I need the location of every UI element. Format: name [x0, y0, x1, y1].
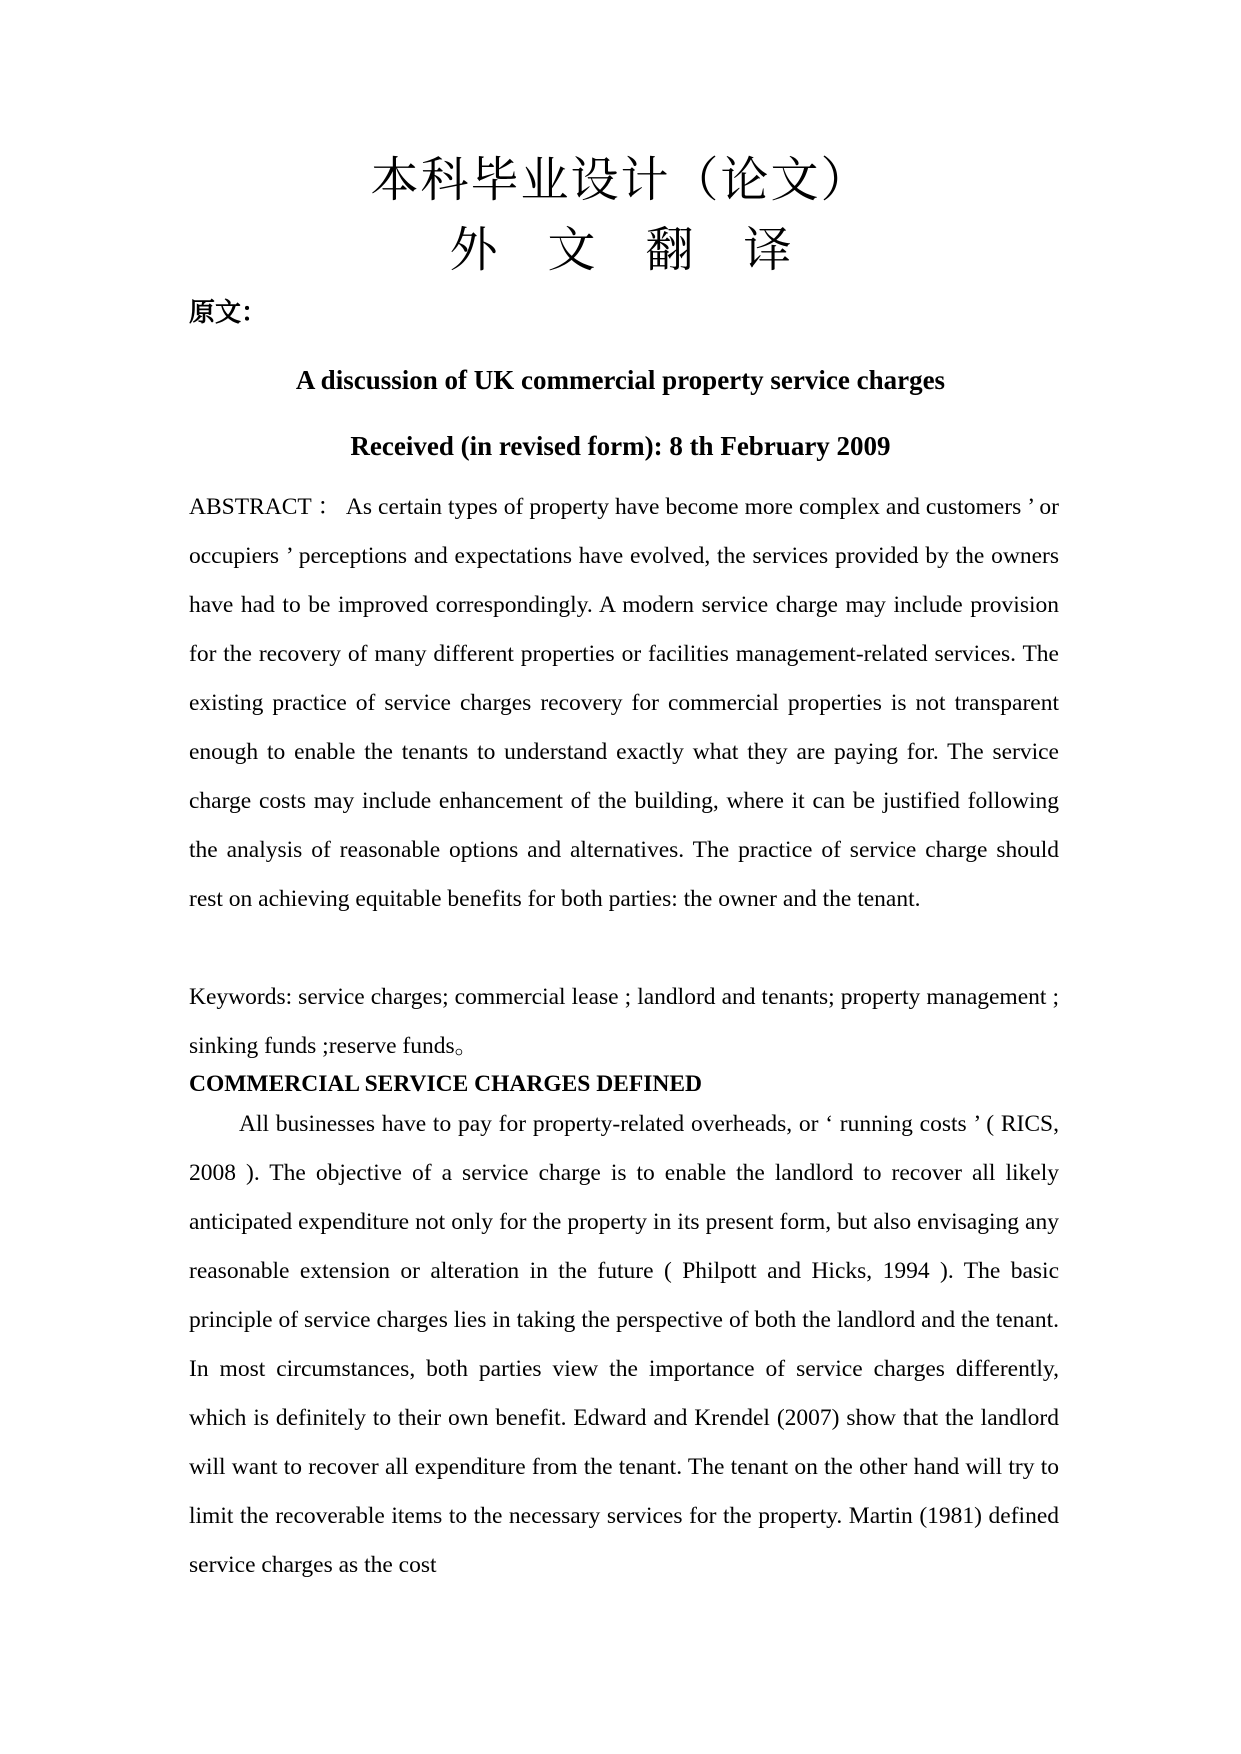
paper-title: A discussion of UK commercial property service charges	[295, 365, 946, 395]
document-subtitle: 外文翻译	[449, 222, 842, 278]
paper-received-date: Received (in revised form): 8 th February 2009	[350, 431, 891, 461]
document-title: 本科毕业设计（论文）	[370, 152, 871, 208]
keywords-paragraph	[189, 973, 1059, 1071]
abstract-label: ABSTRACT ：	[189, 494, 346, 520]
abstract-text: As certain types of property have become more complex and customers ’ or occupiers ’ perceptions and expectations have evolved, the services provided by the owners have had to be improved correspondingly. A modern service charge may include provision for the recovery of many different properties or facilities management-related services. The existing practice of service charges recovery for commercial properties is not transparent enough to enable the tenants to understand exactly what they are paying for. The service charge costs may include enhancement of the building, where it can be justified following the analysis of reasonable options and alternatives. The practice of service charge should rest on achieving equitable benefits for both parties: the owner and the tenant.	[189, 494, 1059, 912]
abstract-paragraph	[189, 483, 1059, 924]
keywords-text: service charges; commercial lease ; landlord and tenants; property management ; sinking funds ;reserve funds。	[189, 984, 1059, 1059]
section-paragraph: All businesses have to pay for property-related overheads, or ‘ running costs ’ ( RICS, 2008 ). The objective of a service charge is to enable the landlord to recover all likely anticipated expenditure not only for the property in its present form, but also envisaging any reasonable extension or alteration in the future ( Philpott and Hicks, 1994 ). The basic principle of service charges lies in taking the perspective of both the landlord and the tenant. In most circumstances, both parties view the importance of service charges differently, which is definitely to their own benefit. Edward and Krendel (2007) show that the landlord will want to recover all expenditure from the tenant. The tenant on the other hand will try to limit the recoverable items to the necessary services for the property. Martin (1981) defined service charges as the cost	[189, 1111, 1059, 1578]
section-heading: COMMERCIAL SERVICE CHARGES DEFINED	[189, 1071, 702, 1097]
keywords-label: Keywords:	[189, 984, 299, 1010]
original-text-label: 原文：	[189, 298, 268, 328]
